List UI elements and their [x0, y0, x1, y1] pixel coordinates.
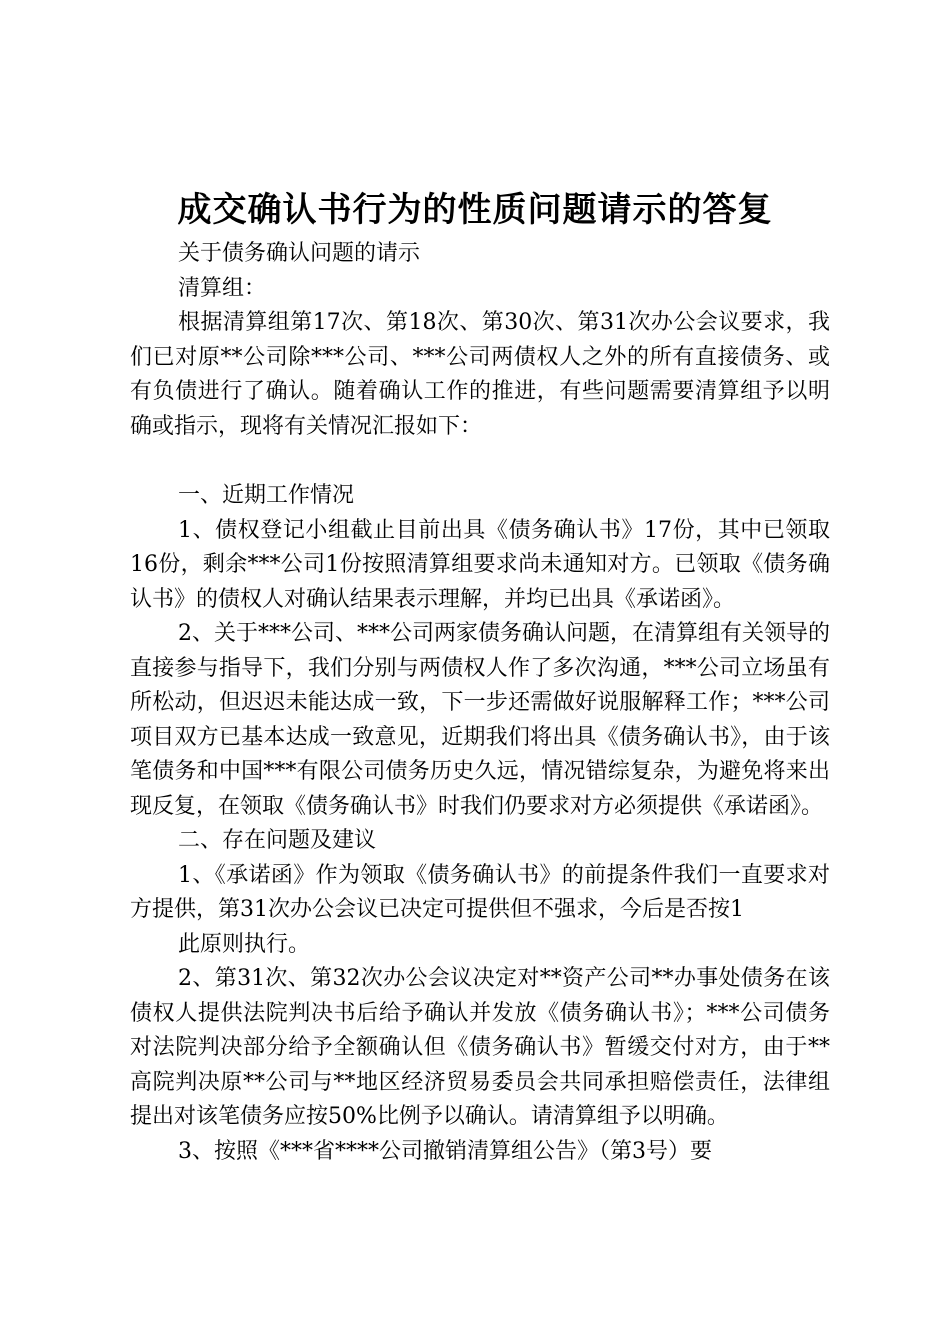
- paragraph-gap: [130, 444, 830, 479]
- document-title: 成交确认书行为的性质问题请示的答复: [177, 190, 773, 230]
- addressee: 清算组：: [178, 275, 267, 301]
- paragraph: 1、债权登记小组截止目前出具《债务确认书》17份，其中已领取16份，剩余***公司1份按照清算组要求尚未通知对方。已领取《债务确认书》的债权人对确认结果表示理解，并均已出具《承诺函》。: [130, 517, 830, 612]
- paragraph: 2、第31次、第32次办公会议决定对**资产公司**办事处债务在该债权人提供法院判决书后给予确认并发放《债务确认书》；***公司债务对法院判决部分给予全额确认但《债务确认书》暂缓交付对方，由于**高院判决原**公司与**地区经济贸易委员会共同承担赔偿责任，法律组提出对该笔债务应按50%比例予以确认。请清算组予以明确。: [130, 966, 830, 1129]
- intro-paragraph: 根据清算组第17次、第18次、第30次、第31次办公会议要求，我们已对原**公司除***公司、***公司两债权人之外的所有直接债务、或有负债进行了确认。随着确认工作的推进，有些问题需要清算组予以明确或指示，现将有关情况汇报如下：: [130, 310, 830, 439]
- section-heading: 一、近期工作情况: [178, 483, 355, 508]
- paragraph: 3、按照《***省****公司撤销清算组公告》（第3号）要: [178, 1138, 712, 1164]
- paragraph: 此原则执行。: [178, 931, 311, 957]
- subtitle: 关于债务确认问题的请示: [178, 241, 421, 266]
- paragraph: 2、关于***公司、***公司两家债务确认问题，在清算组有关领导的直接参与指导下，我们分别与两债权人作了多次沟通，***公司立场虽有所松动，但迟迟未能达成一致，下一步还需做好说服解释工作；***公司项目双方已基本达成一致意见，近期我们将出具《债务确认书》，由于该笔债务和中国***有限公司债务历史久远，情况错综复杂，为避免将来出现反复，在领取《债务确认书》时我们仍要求对方必须提供《承诺函》。: [130, 621, 830, 819]
- document-body: [130, 237, 830, 1169]
- section-heading: 二、存在问题及建议: [178, 828, 377, 853]
- paragraph: 1、《承诺函》作为领取《债务确认书》的前提条件我们一直要求对方提供，第31次办公会议已决定可提供但不强求，今后是否按1: [130, 862, 830, 922]
